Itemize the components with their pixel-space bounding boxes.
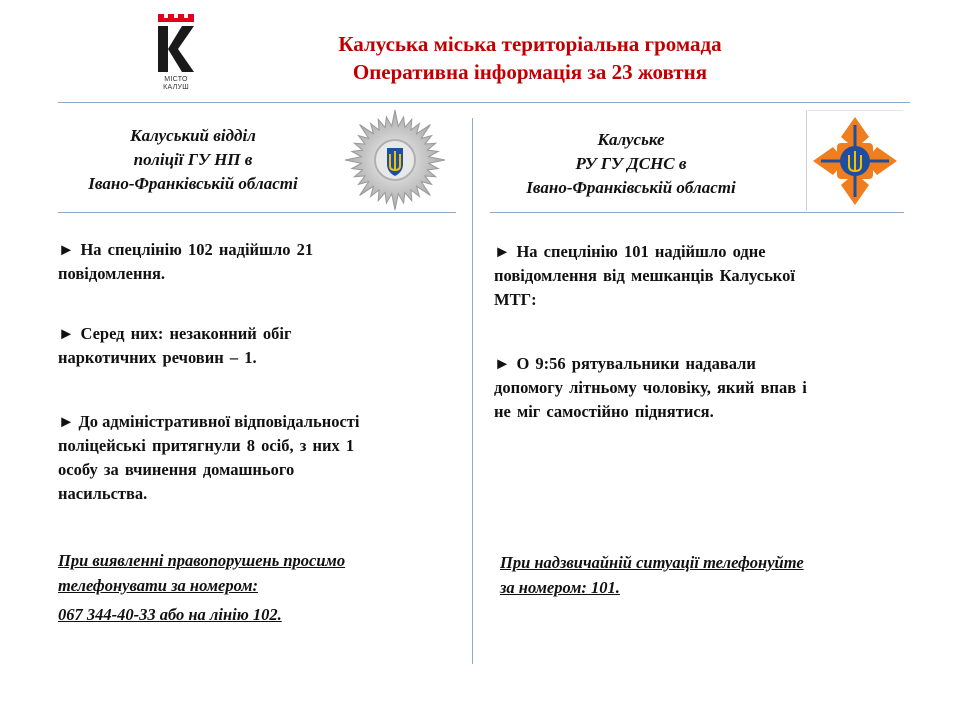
left-item-1: ► На спецлінію 102 надійшло 21 повідомлення.	[58, 240, 314, 283]
right-item-1: ► На спецлінію 101 надійшло одне повідомлення від мешканців Калуської МТГ:	[494, 242, 795, 309]
police-star-emblem-icon	[343, 108, 447, 212]
right-header-divider	[490, 212, 904, 213]
dsns-dept-title: Калуське РУ ГУ ДСНС в Івано-Франківській області	[526, 130, 736, 197]
page-title	[240, 30, 820, 86]
left-item-3: ► До адміністративної відповідальності поліцейські притягнули 8 осіб, з них 1 особу за вчинення домашнього насильства.	[58, 412, 360, 503]
left-item-2: ► Серед них: незаконний обіг наркотичних речовин – 1.	[58, 324, 292, 367]
police-contact-note: При виявленні правопорушень просимо телефонувати за номером: 067 344-40-33 або на лінію 102.	[58, 548, 458, 627]
header-divider	[58, 102, 910, 103]
police-phone-number: 067 344-40-33 або на лінію 102.	[58, 605, 282, 624]
title-line-2: Оперативна інформація за 23 жовтня	[352, 60, 708, 84]
right-item-2: ► О 9:56 рятувальники надавали допомогу літньому чоловіку, який впав і не міг самостійно піднятися.	[494, 354, 807, 421]
title-line-1: Калуська міська територіальна громада	[338, 32, 722, 56]
column-divider	[472, 118, 473, 664]
city-logo-caption: МІСТО КАЛУШ	[163, 76, 189, 91]
city-logo-icon	[156, 12, 196, 74]
dsns-cross-emblem-icon	[806, 110, 903, 211]
police-dept-title: Калуський відділ поліції ГУ НП в Івано-Франківській області	[88, 126, 298, 193]
left-header-divider	[58, 212, 456, 213]
dsns-contact-note: При надзвичайній ситуації телефонуйте за номером: 101.	[500, 553, 804, 597]
city-logo	[156, 12, 196, 92]
